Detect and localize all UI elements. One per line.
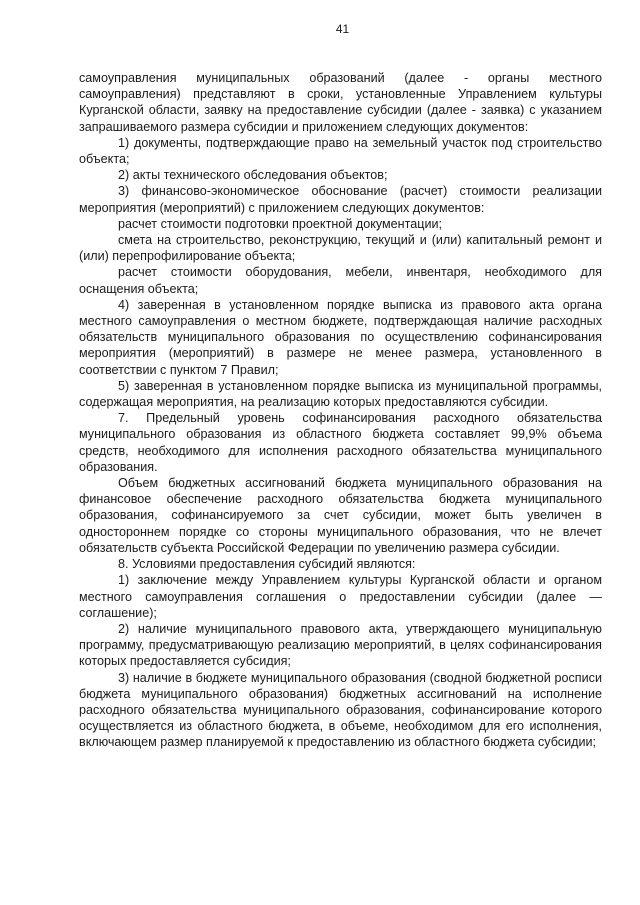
paragraph: 8. Условиями предоставления субсидий являются: (118, 557, 416, 572)
page-number: 41 (335, 22, 350, 36)
paragraph: смета на строительство, реконструкцию, текущий и (или) капитальный ремонт и (или) перепрофилирование объекта; (79, 233, 602, 264)
paragraph: 2) наличие муниципального правового акта, утверждающего муниципальную программу, предусматривающую реализацию мероприятий, в целях софинансирования которых предоставляется субсидия; (79, 621, 602, 669)
document-body (79, 70, 602, 751)
paragraph: 1) документы, подтверждающие право на земельный участок под строительство объекта; (79, 135, 602, 167)
paragraph: Объем бюджетных ассигнований бюджета муниципального образования на финансовое обеспечение расходного обязательства бюджета муниципального образования, софинансируемого за счет субсидии, может быть увеличен в одностороннем порядке со стороны муниципального образования, что не влечет обязательств субъекта Российской Федерации по увеличению размера субсидии. (79, 476, 602, 555)
paragraph: 2) акты технического обследования объектов; (118, 168, 388, 183)
paragraph: расчет стоимости оборудования, мебели, инвентаря, необходимого для оснащения объекта; (79, 265, 602, 296)
paragraph: расчет стоимости подготовки проектной документации; (118, 216, 443, 231)
paragraph: 1) заключение между Управлением культуры Курганской области и органом местного самоуправления соглашения о предоставлении субсидии (далее — соглашение); (79, 573, 602, 620)
paragraph: 3) наличие в бюджете муниципального образования (сводной бюджетной росписи бюджета муниципального образования) бюджетных ассигнований на исполнение расходного обязательства муниципального образования, софинансирование которого осуществляется из областного бюджета, в объеме, необходимом для его исполнения, включающем размер планируемой к предоставлению из областного бюджета субсидии; (79, 670, 602, 750)
paragraph: самоуправления муниципальных образований (далее - органы местного самоуправления) представляют в сроки, установленные Управлением культуры Курганской области, заявку на предоставление субсидии (далее - заявка) с указанием запрашиваемого размера субсидии и приложением следующих документов: (79, 71, 602, 134)
paragraph: 5) заверенная в установленном порядке выписка из муниципальной программы, содержащая мероприятия, на реализацию которых предоставляются субсидии. (79, 378, 602, 410)
paragraph: 4) заверенная в установленном порядке выписка из правового акта органа местного самоуправления о местном бюджете, подтверждающая наличие расходных обязательств муниципального образования по осуществлению софинансирования мероприятия (мероприятий) в размере не менее размера, установленного в соответствии с пунктом 7 Правил; (79, 297, 602, 377)
paragraph: 7. Предельный уровень софинансирования расходного обязательства муниципального образования из областного бюджета составляет 99,9% объема средств, необходимого для исполнения расходного обязательства муниципального образования. (79, 411, 602, 474)
paragraph: 3) финансово-экономическое обоснование (расчет) стоимости реализации мероприятия (мероприятий) с приложением следующих документов: (79, 184, 602, 215)
